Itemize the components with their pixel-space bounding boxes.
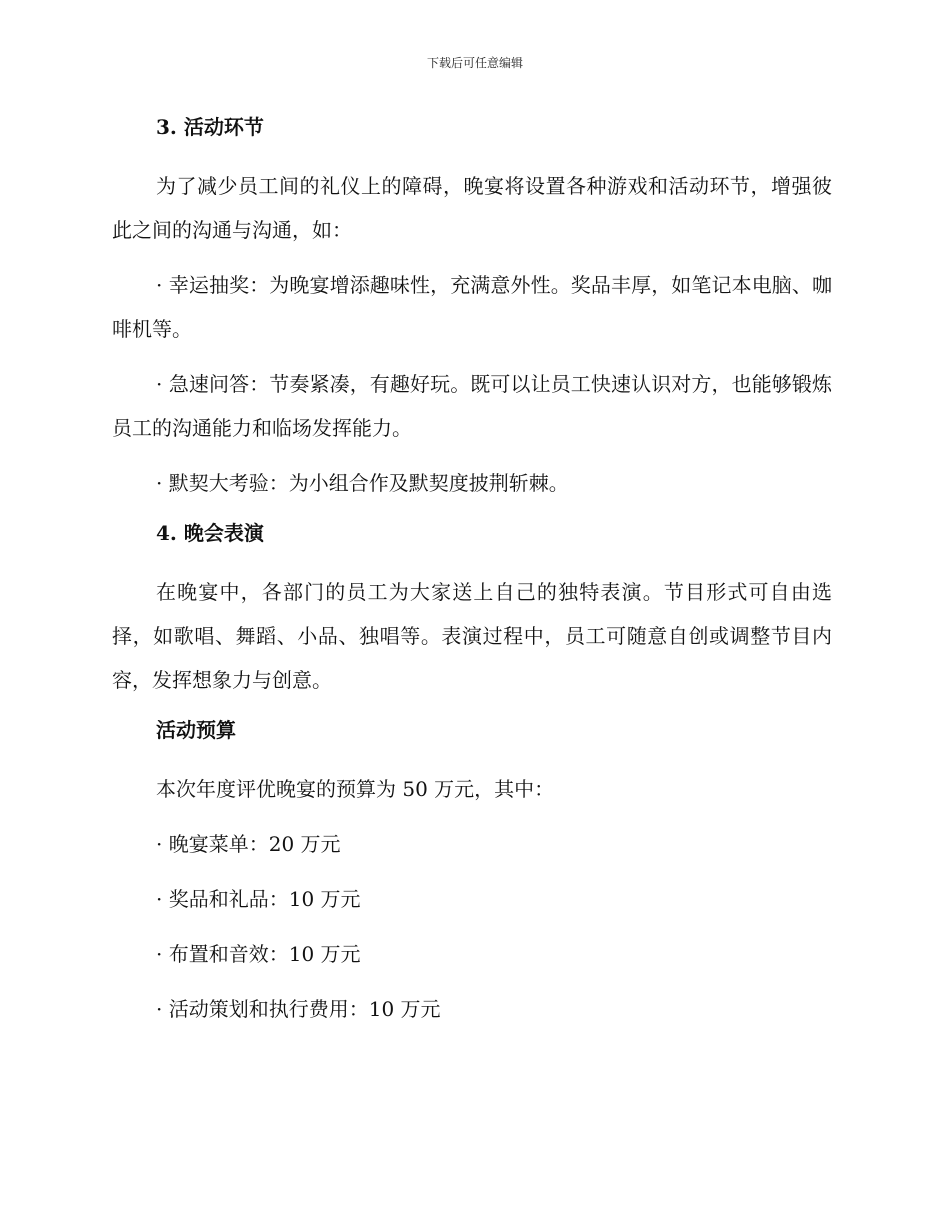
section-heading-budget: 活动预算 [156,718,236,742]
budget-intro: 本次年度评优晚宴的预算为 50 万元，其中： [156,777,555,801]
list-item: · 幸运抽奖：为晚宴增添趣味性，充满意外性。奖品丰厚，如笔记本电脑、咖啡机等。 [112,273,832,341]
document-body [112,110,832,1042]
list-item: · 活动策划和执行费用：10 万元 [156,997,441,1021]
list-item: · 奖品和礼品：10 万元 [156,887,361,911]
section-heading-performance: 4. 晚会表演 [156,521,264,545]
section-heading-activities: 3. 活动环节 [156,115,264,139]
list-item: · 急速问答：节奏紧凑，有趣好玩。既可以让员工快速认识对方，也能够锻炼员工的沟通能力和临场发挥能力。 [112,372,832,440]
list-item: · 晚宴菜单：20 万元 [156,832,341,856]
list-item: · 默契大考验：为小组合作及默契度披荆斩棘。 [156,471,569,495]
page-header: 下载后可任意编辑 [426,56,523,70]
list-item: · 布置和音效：10 万元 [156,942,361,966]
performance-body: 在晚宴中，各部门的员工为大家送上自己的独特表演。节目形式可自由选择，如歌唱、舞蹈、小品、独唱等。表演过程中，员工可随意自创或调整节目内容，发挥想象力与创意。 [112,580,832,692]
activities-intro: 为了减少员工间的礼仪上的障碍，晚宴将设置各种游戏和活动环节，增强彼此之间的沟通与沟通，如： [112,174,832,242]
